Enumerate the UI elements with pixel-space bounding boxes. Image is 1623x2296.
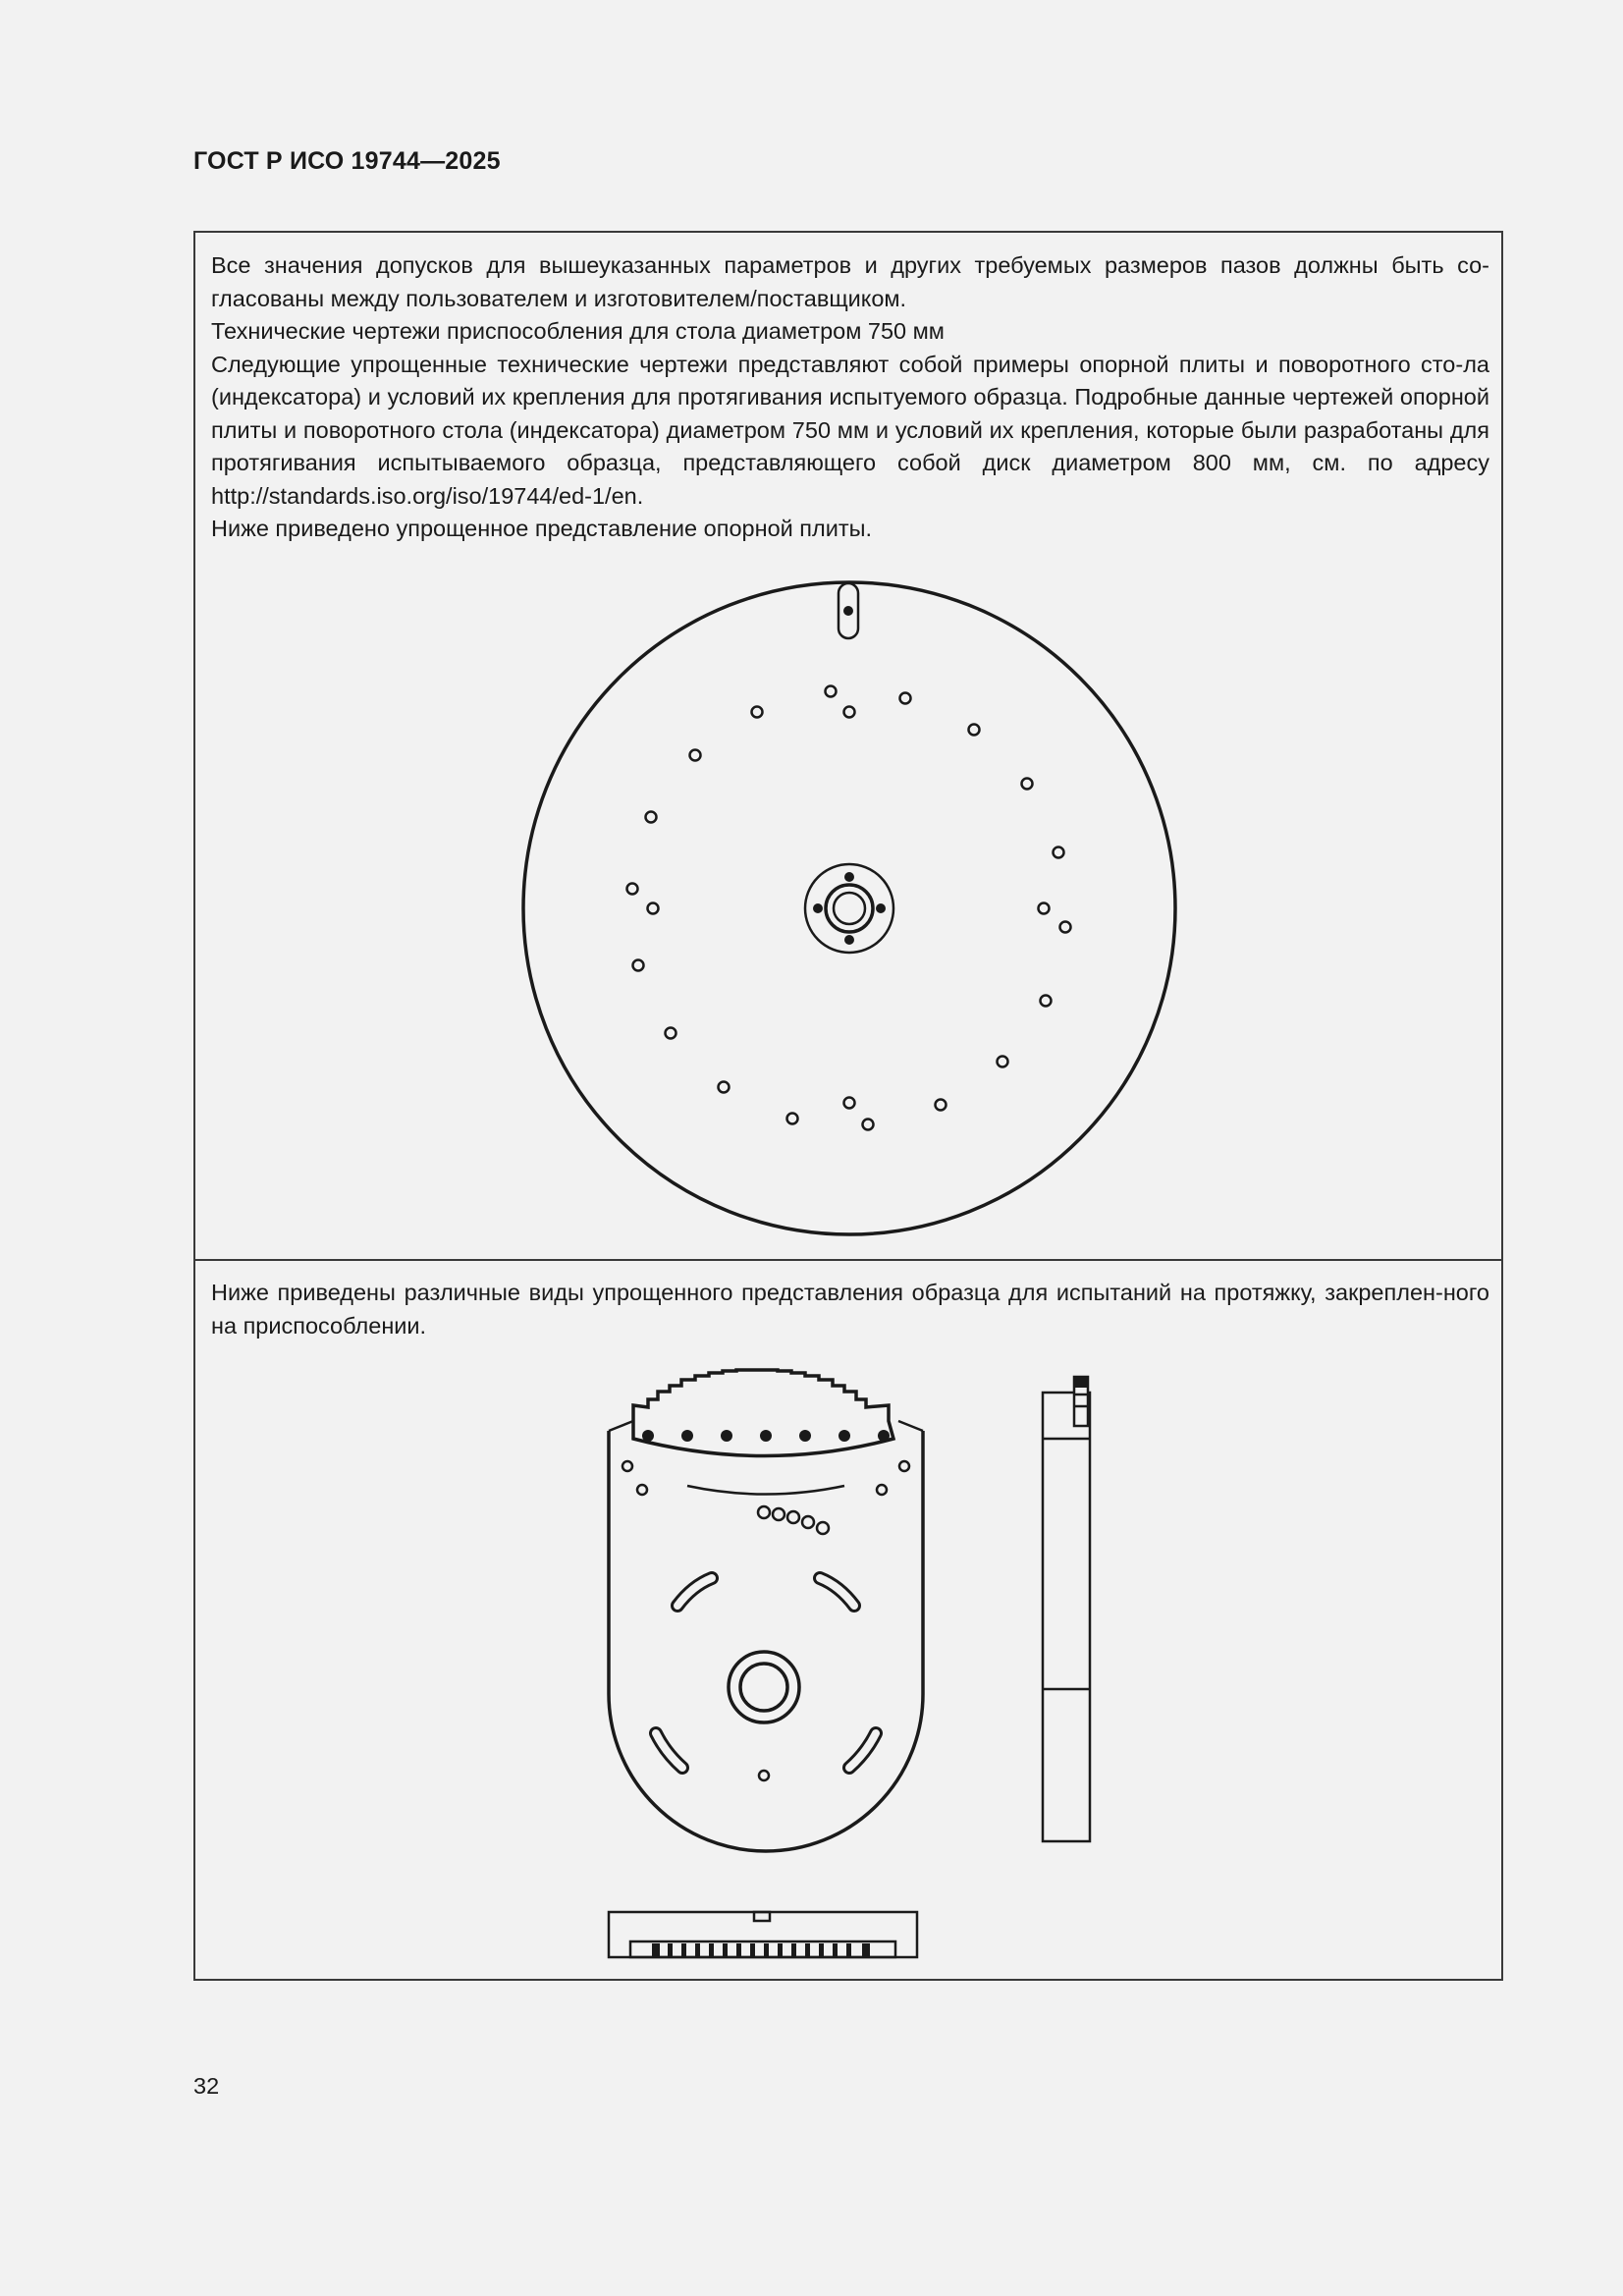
mounting-holes bbox=[627, 686, 1071, 1130]
specimen-teeth bbox=[633, 1370, 893, 1456]
paragraph-drawings-description: Следующие упрощенные технические чертежи представляют собой примеры опорной плиты и поворотного сто-ла (индексатора) и условий их крепления для протягивания испытуемого образца. Подробные данные чертежей опорной плиты и поворотного стола (индексатора) диаметром 750 мм и условий их крепления, которые были разработаны для протягивания испытываемого образца, представляющего собой диск диаметром 800 мм, см. по адресу http://standards.iso.org/iso/19744/ed-1/en. bbox=[211, 351, 1489, 509]
top-slot-pin bbox=[843, 606, 853, 616]
base-plate-drawing bbox=[520, 579, 1178, 1237]
hub-pin bbox=[844, 935, 854, 945]
clamp-arc bbox=[687, 1486, 844, 1495]
document-header: ГОСТ Р ИСО 19744—2025 bbox=[193, 147, 501, 175]
paragraph-base-plate-intro: Ниже приведено упрощенное представление опорной плиты. bbox=[211, 516, 873, 541]
section2-text bbox=[211, 1277, 1489, 1342]
page-number: 32 bbox=[193, 2073, 220, 2099]
paragraph-specimen-views-intro: Ниже приведены различные виды упрощенного представления образца для испытаний на протяжку, закреплен-ного на приспособлении. bbox=[211, 1280, 1489, 1339]
hub-pin bbox=[813, 903, 823, 913]
indicator-holes bbox=[758, 1506, 829, 1534]
specimen-bottom-view bbox=[607, 1908, 919, 1959]
bottom-teeth bbox=[652, 1943, 870, 1956]
side-body bbox=[1043, 1393, 1090, 1841]
hub-bore bbox=[834, 893, 865, 924]
specimen-holes bbox=[642, 1430, 890, 1442]
hub-pin bbox=[844, 872, 854, 882]
specimen-side-view bbox=[1041, 1375, 1095, 1846]
section1-text bbox=[211, 249, 1489, 546]
hub-pin bbox=[876, 903, 886, 913]
center-bore bbox=[740, 1664, 787, 1711]
paragraph-drawings-title: Технические чертежи приспособления для стола диаметром 750 мм bbox=[211, 318, 945, 344]
specimen-front-view bbox=[599, 1370, 933, 1846]
plate-outline bbox=[523, 582, 1175, 1234]
paragraph-tolerances: Все значения допусков для вышеуказанных параметров и других требуемых размеров пазов должны быть со-гласованы между пользователем и изготовителем/поставщиком. bbox=[211, 252, 1489, 311]
